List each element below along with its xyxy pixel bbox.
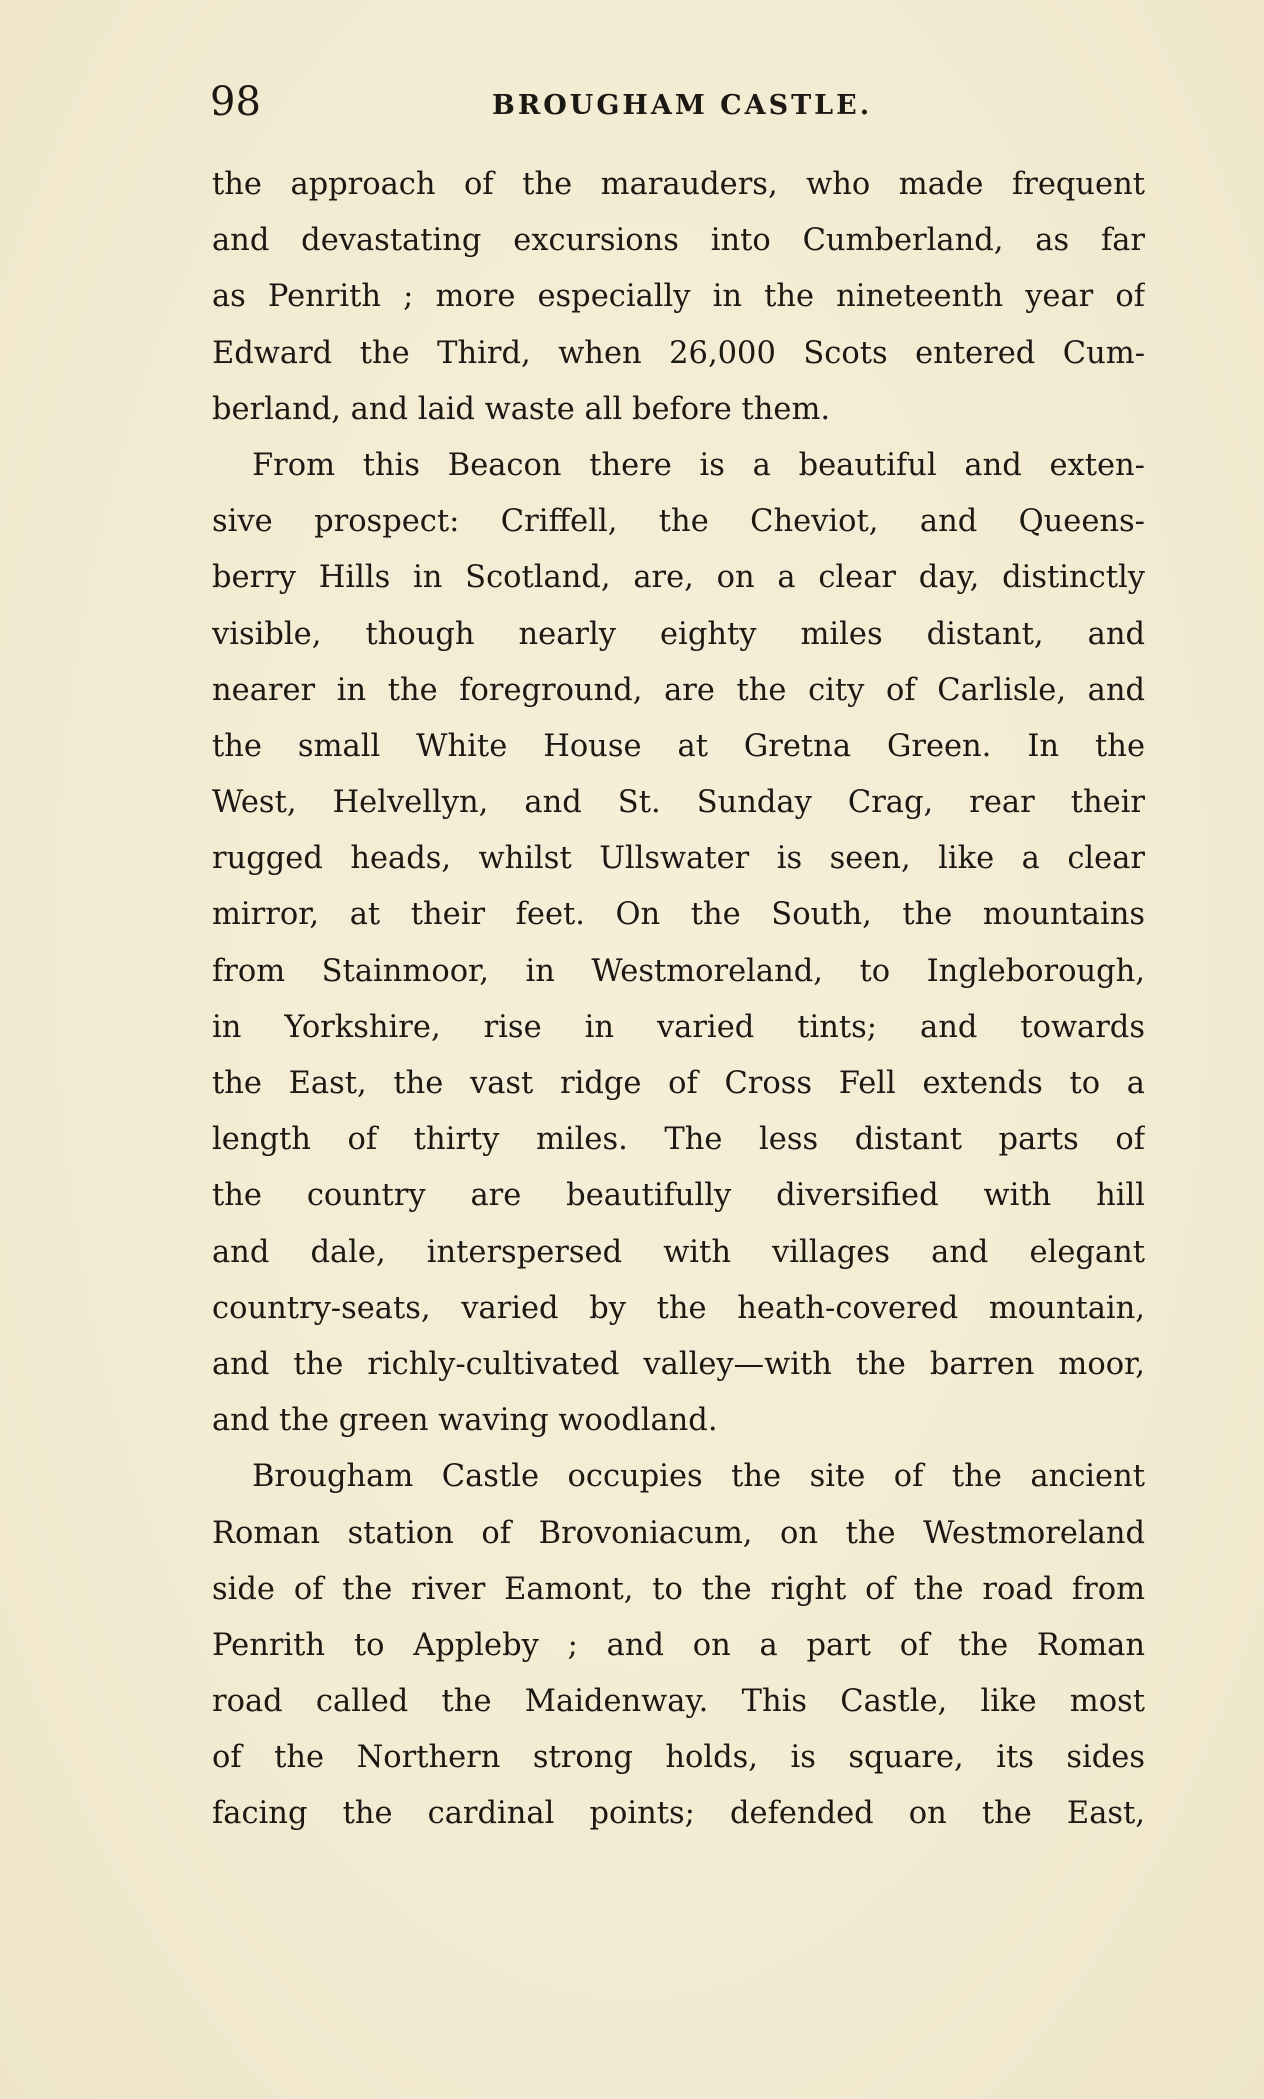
text-line: side of the river Eamont, to the right of the road from	[212, 1571, 1145, 1607]
text-line: facing the cardinal points; defended on the East,	[212, 1796, 1145, 1832]
text-line: Brougham Castle occupies the site of the ancient	[252, 1459, 1145, 1495]
page-number: 98	[210, 79, 261, 125]
text-line: Penrith to Appleby ; and on a part of the Roman	[212, 1627, 1145, 1663]
text-line: rugged heads, whilst Ullswater is seen, like a clear	[212, 841, 1145, 877]
text-line: road called the Maidenway. This Castle, like most	[212, 1684, 1145, 1720]
text-line: the country are beautifully diversified with hill	[212, 1178, 1145, 1214]
text-line: country-seats, varied by the heath-covered mountain,	[212, 1290, 1145, 1326]
text-line: the small White House at Gretna Green. In the	[212, 728, 1145, 764]
text-line: length of thirty miles. The less distant parts of	[212, 1122, 1145, 1158]
body-text	[212, 157, 1145, 1843]
text-line: as Penrith ; more especially in the nineteenth year of	[212, 279, 1145, 315]
text-line: and devastating excursions into Cumberland, as far	[212, 223, 1145, 259]
text-line: nearer in the foreground, are the city of Carlisle, and	[212, 672, 1145, 708]
running-title: BROUGHAM CASTLE.	[492, 90, 873, 121]
text-line: and dale, interspersed with villages and elegant	[212, 1234, 1145, 1270]
text-line: in Yorkshire, rise in varied tints; and towards	[212, 1009, 1145, 1045]
text-line: berland, and laid waste all before them.	[212, 391, 831, 427]
text-line: and the richly-cultivated valley—with the barren moor,	[212, 1346, 1145, 1382]
text-line: the approach of the marauders, who made frequent	[212, 167, 1145, 202]
text-line: sive prospect: Criffell, the Cheviot, and Queens-	[212, 504, 1145, 540]
text-line: From this Beacon there is a beautiful and exten-	[252, 447, 1145, 483]
text-line: berry Hills in Scotland, are, on a clear day, distinctly	[212, 560, 1145, 596]
text-line: Roman station of Brovoniacum, on the Westmoreland	[212, 1515, 1145, 1551]
text-line: Edward the Third, when 26,000 Scots entered Cum-	[212, 335, 1145, 371]
text-line: and the green waving woodland.	[212, 1403, 718, 1439]
text-line: from Stainmoor, in Westmoreland, to Ingleborough,	[212, 953, 1145, 989]
text-line: visible, though nearly eighty miles distant, and	[212, 616, 1145, 652]
text-line: the East, the vast ridge of Cross Fell extends to a	[212, 1066, 1145, 1101]
page-header	[210, 72, 1140, 132]
text-line: mirror, at their feet. On the South, the mountains	[212, 897, 1145, 933]
text-line: of the Northern strong holds, is square, its sides	[212, 1740, 1145, 1776]
text-line: West, Helvellyn, and St. Sunday Crag, rear their	[212, 785, 1145, 821]
